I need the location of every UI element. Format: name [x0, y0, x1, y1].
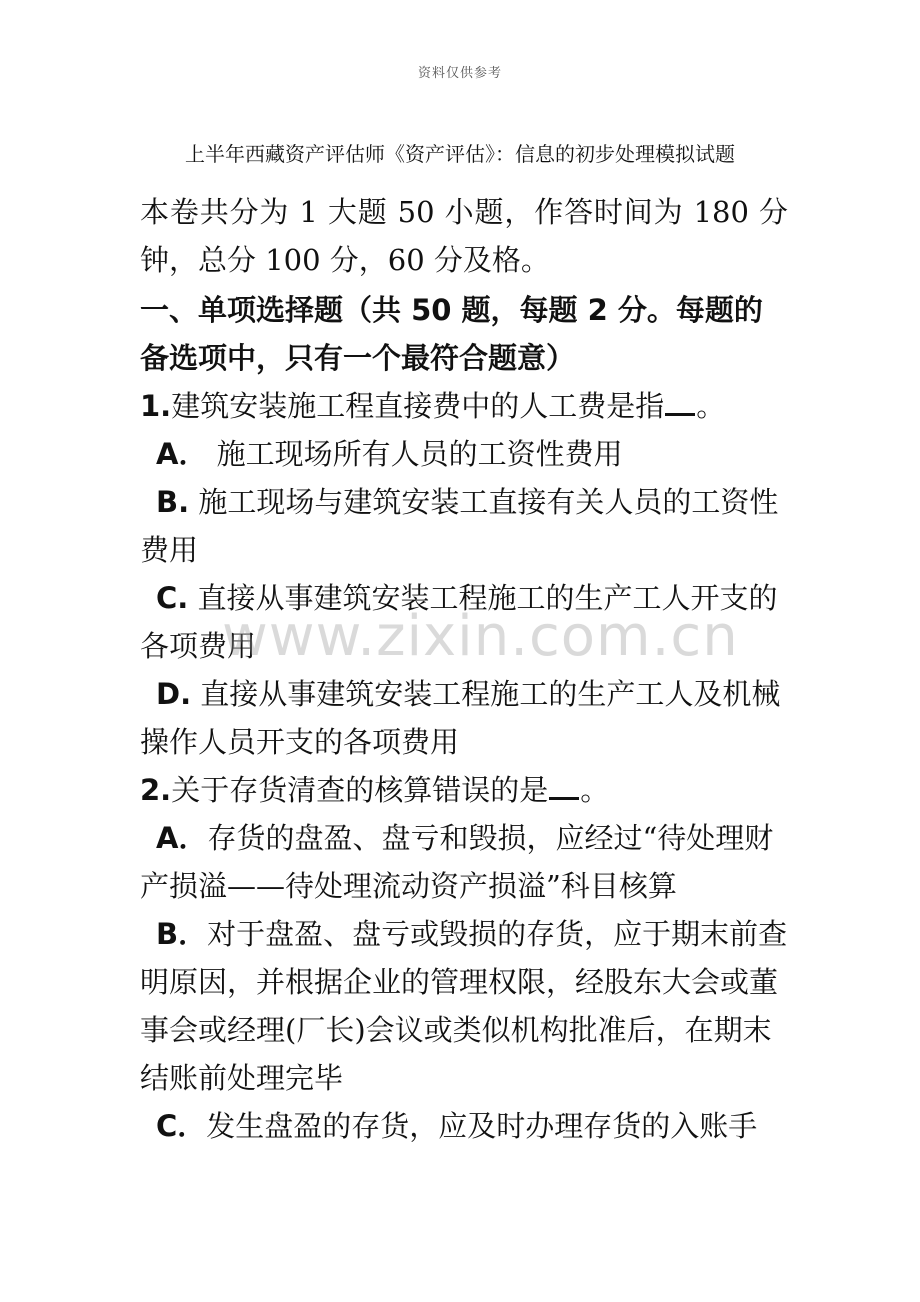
watermark: www.zixin.com.cn — [222, 604, 739, 669]
answer-blank — [549, 771, 579, 800]
question-end: 。 — [696, 389, 726, 423]
option-label: A． — [156, 437, 208, 471]
exam-intro: 本卷共分为 1 大题 50 小题，作答时间为 180 分钟，总分 100 分，60 分及格。 — [140, 195, 788, 277]
option-c — [140, 574, 788, 670]
option-text: 施工现场所有人员的工资性费用 — [207, 437, 623, 471]
question-number: 1. — [140, 389, 172, 423]
option-c — [140, 1102, 788, 1150]
option-d — [140, 670, 788, 766]
option-b — [140, 910, 788, 1102]
option-text: 直接从事建筑安装工程施工的生产工人及机械操作人员开支的各项费用 — [140, 677, 781, 759]
option-label: A． — [156, 821, 208, 855]
question-2 — [140, 766, 788, 1150]
section-heading: 一、单项选择题（共 50 题，每题 2 分。每题的备选项中，只有一个最符合题意） — [140, 293, 763, 375]
answer-blank — [665, 387, 695, 416]
option-text: 直接从事建筑安装工程施工的生产工人开支的各项费用 — [140, 581, 778, 663]
question-text: 关于存货清查的核算错误的是 — [171, 773, 549, 807]
question-text: 建筑安装施工程直接费中的人工费是指 — [171, 389, 665, 423]
option-a — [140, 814, 788, 910]
option-text: 施工现场与建筑安装工直接有关人员的工资性费用 — [140, 485, 779, 567]
option-text: 发生盘盈的存货，应及时办理存货的入账手 — [206, 1109, 758, 1143]
document-title: 上半年西藏资产评估师《资产评估》：信息的初步处理模拟试题 — [185, 142, 735, 166]
option-label: D. — [156, 677, 192, 711]
option-label: C. — [156, 581, 189, 615]
question-stem — [140, 382, 788, 430]
option-text: 存货的盘盈、盘亏和毁损，应经过“待处理财产损溢——待处理流动资产损溢”科目核算 — [140, 821, 774, 903]
question-number: 2. — [140, 773, 172, 807]
option-label: C． — [156, 1109, 207, 1143]
option-text: 对于盘盈、盘亏或毁损的存货，应于期末前查明原因，并根据企业的管理权限，经股东大会或董事会或经理(厂长)会议或类似机构批准后，在期末结账前处理完毕 — [140, 917, 788, 1095]
page-header: 资料仅供参考 — [417, 66, 502, 81]
document-body — [140, 188, 788, 1150]
option-label: B． — [156, 917, 208, 951]
question-1 — [140, 382, 788, 766]
option-b — [140, 478, 788, 574]
option-a — [140, 430, 788, 478]
question-end: 。 — [580, 773, 610, 807]
option-label: B. — [156, 485, 190, 519]
question-stem — [140, 766, 788, 814]
